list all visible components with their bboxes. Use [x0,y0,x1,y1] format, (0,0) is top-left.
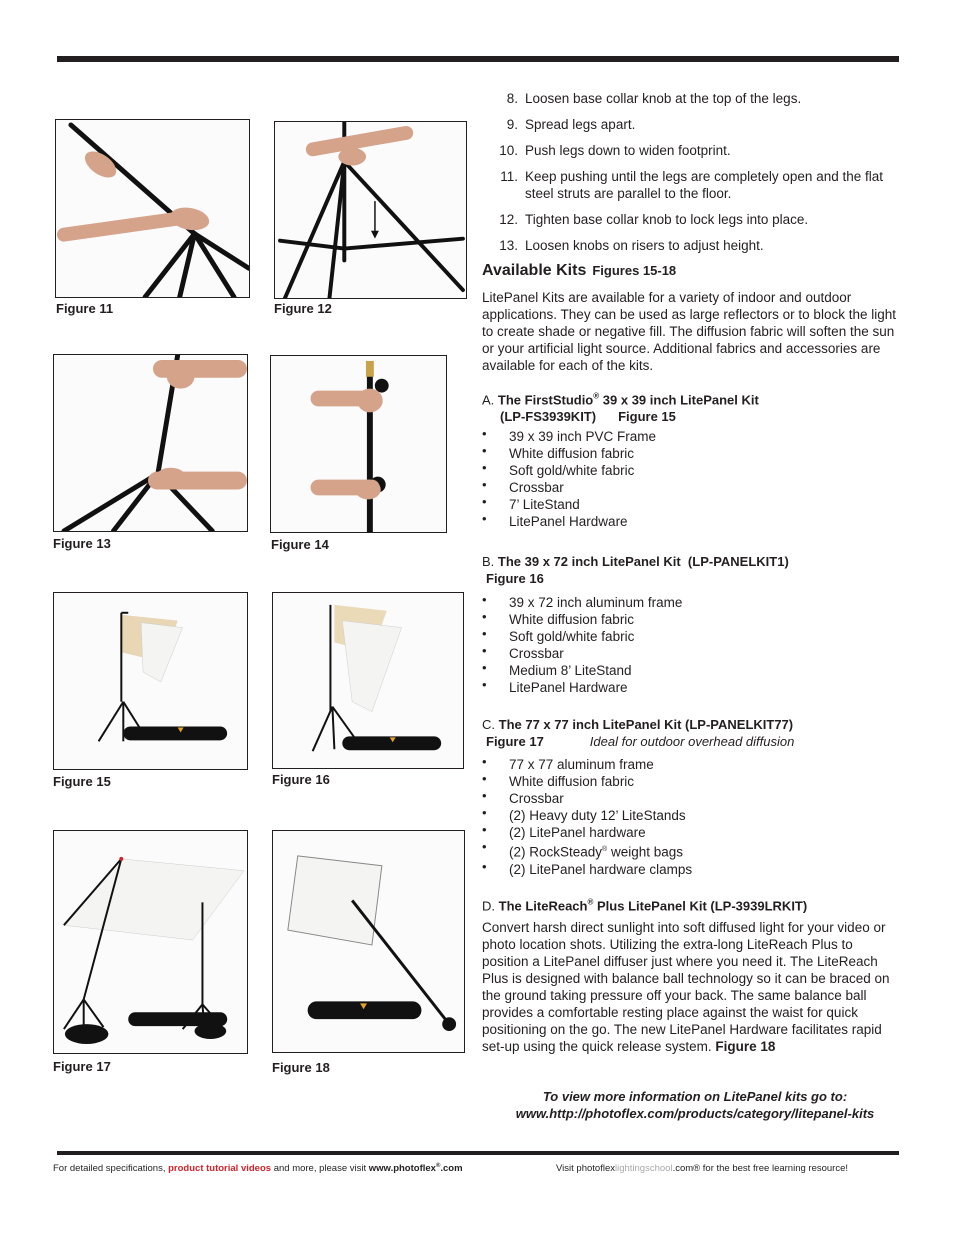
figure-14-caption: Figure 14 [271,537,329,552]
figure-13-photo [53,354,248,532]
top-rule [57,56,899,62]
figure-18-caption: Figure 18 [272,1060,330,1075]
list-item: • (2) RockSteady® weight bags [482,841,692,861]
kit-d-heading: D. The LiteReach® Plus LitePanel Kit (LP-3939LRKIT) [482,898,808,914]
figure-12-photo [274,121,467,299]
list-item: • LitePanel Hardware [482,679,682,696]
list-item: • White diffusion fabric [482,773,692,790]
list-item: • Soft gold/white fabric [482,462,656,479]
figure-16-caption: Figure 16 [272,772,330,787]
list-item: • (2) LitePanel hardware clamps [482,861,692,878]
figure-15-caption: Figure 15 [53,774,111,789]
kit-c-note: Ideal for outdoor overhead diffusion [589,734,795,749]
figure-16-photo [272,592,464,769]
figure-11-caption: Figure 11 [56,301,114,316]
assembly-steps-list [482,90,902,263]
list-item: • (2) Heavy duty 12’ LiteStands [482,807,692,824]
list-item: • 39 x 39 inch PVC Frame [482,428,656,445]
product-tutorial-videos-link[interactable]: product tutorial videos [168,1163,272,1175]
figure-11-photo [55,119,250,298]
list-item: • 77 x 77 aluminum frame [482,756,692,773]
kit-c-items [482,756,692,878]
list-item: • LitePanel Hardware [482,513,656,530]
figure-15-photo [53,592,248,770]
step-item: 11. Keep pushing until the legs are completely open and the flat steel struts are parallel to the floor. [500,169,883,201]
figure-17-caption: Figure 17 [53,1059,111,1074]
list-item: • 7’ LiteStand [482,496,656,513]
footer-left: For detailed specifications, product tutorial videos and more, please visit www.photoflex®.com [53,1163,463,1175]
kit-d-description: Convert harsh direct sunlight into soft diffused light for your video or photo location shots. Utilizing the extra-long LiteReach Plus to position a LitePanel diffuser just where you need it. The LiteReach Plus is designed with balance ball technology so it can be braced on the ground taking pressure off your back. The same balance ball provides a comfortable resting place against the waist for quick positioning on the go. The new LitePanel Hardware facilitates rapid set-up using the quick release system. Figure 18 [482,920,890,1054]
kit-c-heading: C. The 77 x 77 inch LitePanel Kit (LP-PANELKIT77) Figure 17 Ideal for outdoor overhead diffusion [482,717,795,749]
list-item: • White diffusion fabric [482,445,656,462]
list-item: • Crossbar [482,479,656,496]
more-info-link[interactable]: To view more information on LitePanel kits go to: www.http://photoflex.com/products/category/litepanel-kits [515,1089,875,1121]
footer-right: Visit photoflexlightingschool.com® for the best free learning resource! [556,1163,849,1174]
kit-a-heading: A. The FirstStudio® 39 x 39 inch LitePanel Kit (LP-FS3939KIT) Figure 15 [482,392,759,425]
figure-13-caption: Figure 13 [53,536,111,551]
list-item: • (2) LitePanel hardware [482,824,692,841]
kit-b-heading: B. The 39 x 72 inch LitePanel Kit (LP-PANELKIT1) Figure 16 [482,554,789,586]
available-kits-heading: Available Kits Figures 15-18 [482,262,677,279]
step-item: 8. Loosen base collar knob at the top of the legs. [506,91,802,106]
kit-b-items [482,594,682,696]
step-item: 13. Loosen knobs on risers to adjust height. [499,238,764,253]
list-item: • Medium 8’ LiteStand [482,662,682,679]
step-item: 12. Tighten base collar knob to lock legs into place. [499,212,809,227]
figure-12-caption: Figure 12 [274,301,332,316]
figure-18-photo [272,830,465,1053]
list-item: • Crossbar [482,790,692,807]
step-item: 10. Push legs down to widen footprint. [499,143,731,158]
bottom-rule [57,1151,899,1155]
step-item: 9. Spread legs apart. [506,117,636,132]
figure-17-photo [53,830,248,1054]
list-item: • White diffusion fabric [482,611,682,628]
list-item: • Crossbar [482,645,682,662]
photoflex-site-link[interactable]: www.photoflex®.com [368,1163,463,1175]
figure-14-photo [270,355,447,533]
available-kits-figures: Figures 15-18 [592,263,677,278]
kit-a-items [482,428,656,530]
available-kits-intro: LitePanel Kits are available for a variety of indoor and outdoor applications. They can be used as large reflectors or to block the light to create shade or negative fill. The diffusion fabric will soften the sun or your artificial light source. Additional fabrics and accessories are available for each of the kits. [482,290,896,373]
list-item: • 39 x 72 inch aluminum frame [482,594,682,611]
list-item: • Soft gold/white fabric [482,628,682,645]
